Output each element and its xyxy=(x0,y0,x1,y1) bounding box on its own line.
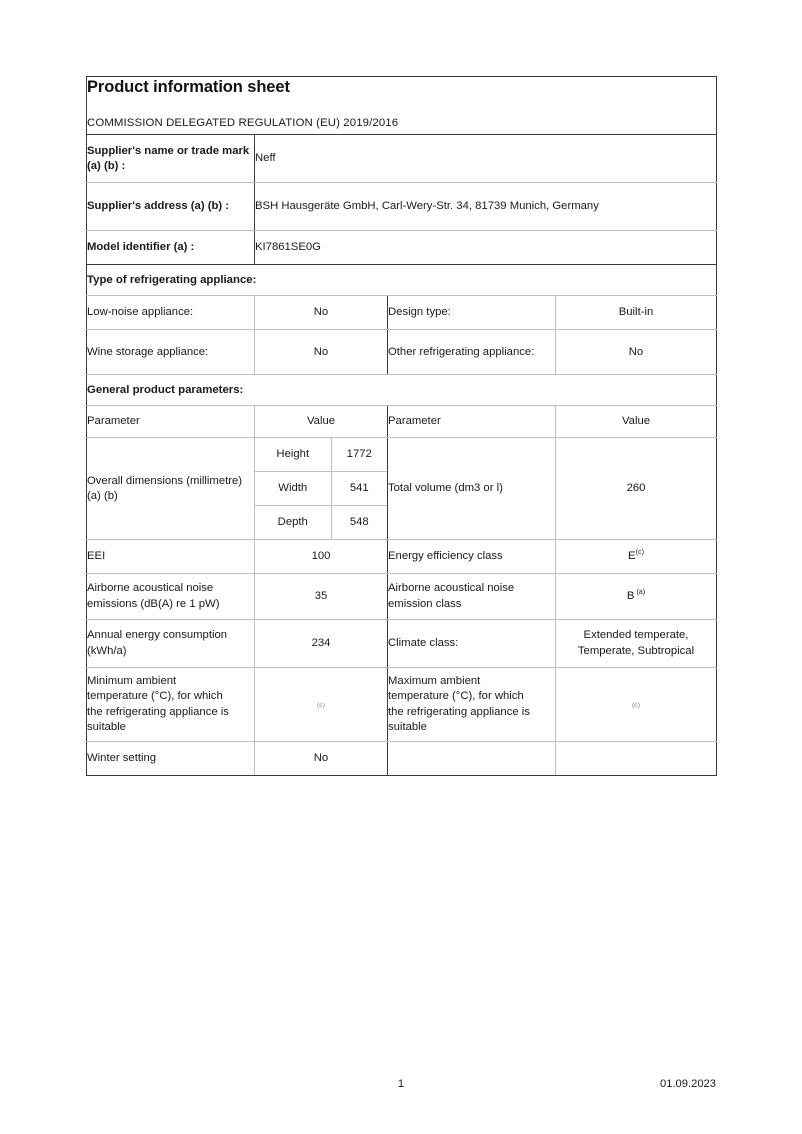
regulation-subtitle: COMMISSION DELEGATED REGULATION (EU) 2019/2016 xyxy=(87,116,399,129)
page-title: Product information sheet xyxy=(87,78,290,96)
table-row xyxy=(87,296,717,330)
dimension-value-width: 541 xyxy=(331,472,387,506)
dimension-name-width: Width xyxy=(255,472,331,506)
energy-efficiency-class-note: (c) xyxy=(635,547,644,557)
winter-setting-label: Winter setting xyxy=(87,742,255,776)
minimum-ambient-temperature-note: (c) xyxy=(316,702,326,710)
dimension-name-height: Height xyxy=(255,438,331,472)
dimensions-subtable-cell xyxy=(255,438,388,540)
supplier-name-value: Neff xyxy=(255,135,717,183)
table-row xyxy=(87,574,717,620)
climate-class-label: Climate class: xyxy=(388,620,556,668)
table-row-section xyxy=(87,375,717,406)
maximum-ambient-temperature-value xyxy=(556,668,717,742)
dimension-value-depth: 548 xyxy=(331,506,387,540)
column-header-parameter-right: Parameter xyxy=(388,406,556,438)
table-row xyxy=(87,231,717,265)
table-row xyxy=(87,135,717,183)
document-header-cell xyxy=(87,77,717,135)
table-row xyxy=(87,540,717,574)
climate-class-value-line1: Extended temperate, xyxy=(583,629,689,642)
dimension-row xyxy=(255,438,387,472)
dimension-row xyxy=(255,506,387,540)
section-title-appliance-type: Type of refrigerating appliance: xyxy=(87,265,717,296)
footer-date: 01.09.2023 xyxy=(660,1078,716,1090)
dimension-value-height: 1772 xyxy=(331,438,387,472)
energy-efficiency-class-label: Energy efficiency class xyxy=(388,540,556,574)
model-identifier-value: KI7861SE0G xyxy=(255,231,717,265)
design-type-value: Built-in xyxy=(556,296,717,330)
supplier-address-value: BSH Hausgeräte GmbH, Carl-Wery-Str. 34, 81739 Munich, Germany xyxy=(255,183,717,231)
model-identifier-label: Model identifier (a) : xyxy=(87,231,255,265)
maximum-ambient-temperature-note: (c) xyxy=(631,702,641,710)
table-row xyxy=(87,183,717,231)
section-title-general-parameters: General product parameters: xyxy=(87,375,717,406)
other-refrigerating-appliance-label xyxy=(388,330,556,375)
table-row-dimensions xyxy=(87,438,717,540)
low-noise-appliance-value: No xyxy=(255,296,388,330)
supplier-name-label: Supplier's name or trade mark (a) (b) : xyxy=(87,135,255,183)
design-type-label: Design type: xyxy=(388,296,556,330)
maximum-ambient-temperature-label: Maximum ambient temperature (°C), for which the refrigerating appliance is suitable xyxy=(388,668,556,742)
product-information-table xyxy=(86,76,717,776)
footer-page-number: 1 xyxy=(397,1078,405,1090)
low-noise-appliance-label: Low-noise appliance: xyxy=(87,296,255,330)
eei-value: 100 xyxy=(255,540,388,574)
total-volume-label: Total volume (dm3 or l) xyxy=(388,438,556,540)
noise-emission-class-note: (a) xyxy=(636,587,646,597)
other-refrigerating-appliance-value: No xyxy=(556,330,717,375)
other-refrigerating-appliance-label-text: Other refrigerating appliance: xyxy=(388,345,535,358)
table-row xyxy=(87,330,717,375)
column-header-parameter-left: Parameter xyxy=(87,406,255,438)
overall-dimensions-label: Overall dimensions (millimetre) (a) (b) xyxy=(87,438,255,540)
annual-energy-consumption-label: Annual energy consumption (kWh/a) xyxy=(87,620,255,668)
table-row xyxy=(87,742,717,776)
climate-class-value-line2: Temperate, Subtropical xyxy=(577,644,695,657)
eei-label: EEI xyxy=(87,540,255,574)
annual-energy-consumption-value: 234 xyxy=(255,620,388,668)
climate-class-value xyxy=(556,620,717,668)
noise-emissions-value: 35 xyxy=(255,574,388,620)
wine-storage-appliance-value: No xyxy=(255,330,388,375)
noise-emission-class-label: Airborne acoustical noise emission class xyxy=(388,574,556,620)
dimension-row xyxy=(255,472,387,506)
energy-efficiency-class-value xyxy=(556,540,717,574)
total-volume-value: 260 xyxy=(556,438,717,540)
dimensions-subtable xyxy=(255,438,387,539)
winter-setting-empty-value xyxy=(556,742,717,776)
noise-emissions-label: Airborne acoustical noise emissions (dB(A) re 1 pW) xyxy=(87,574,255,620)
minimum-ambient-temperature-label: Minimum ambient temperature (°C), for which the refrigerating appliance is suitable xyxy=(87,668,255,742)
noise-emission-class-letter: B xyxy=(626,590,635,603)
page-footer xyxy=(86,1078,716,1094)
noise-emission-class-value xyxy=(556,574,717,620)
column-header-value-left: Value xyxy=(255,406,388,438)
winter-setting-empty-label xyxy=(388,742,556,776)
wine-storage-appliance-label: Wine storage appliance: xyxy=(87,330,255,375)
table-row-column-headers xyxy=(87,406,717,438)
table-row xyxy=(87,620,717,668)
minimum-ambient-temperature-value xyxy=(255,668,388,742)
winter-setting-value: No xyxy=(255,742,388,776)
dimension-name-depth: Depth xyxy=(255,506,331,540)
energy-efficiency-class-letter: E xyxy=(628,550,636,563)
table-row xyxy=(87,668,717,742)
table-row-section xyxy=(87,265,717,296)
table-row-header xyxy=(87,77,717,135)
supplier-address-label: Supplier's address (a) (b) : xyxy=(87,183,255,231)
column-header-value-right: Value xyxy=(556,406,717,438)
